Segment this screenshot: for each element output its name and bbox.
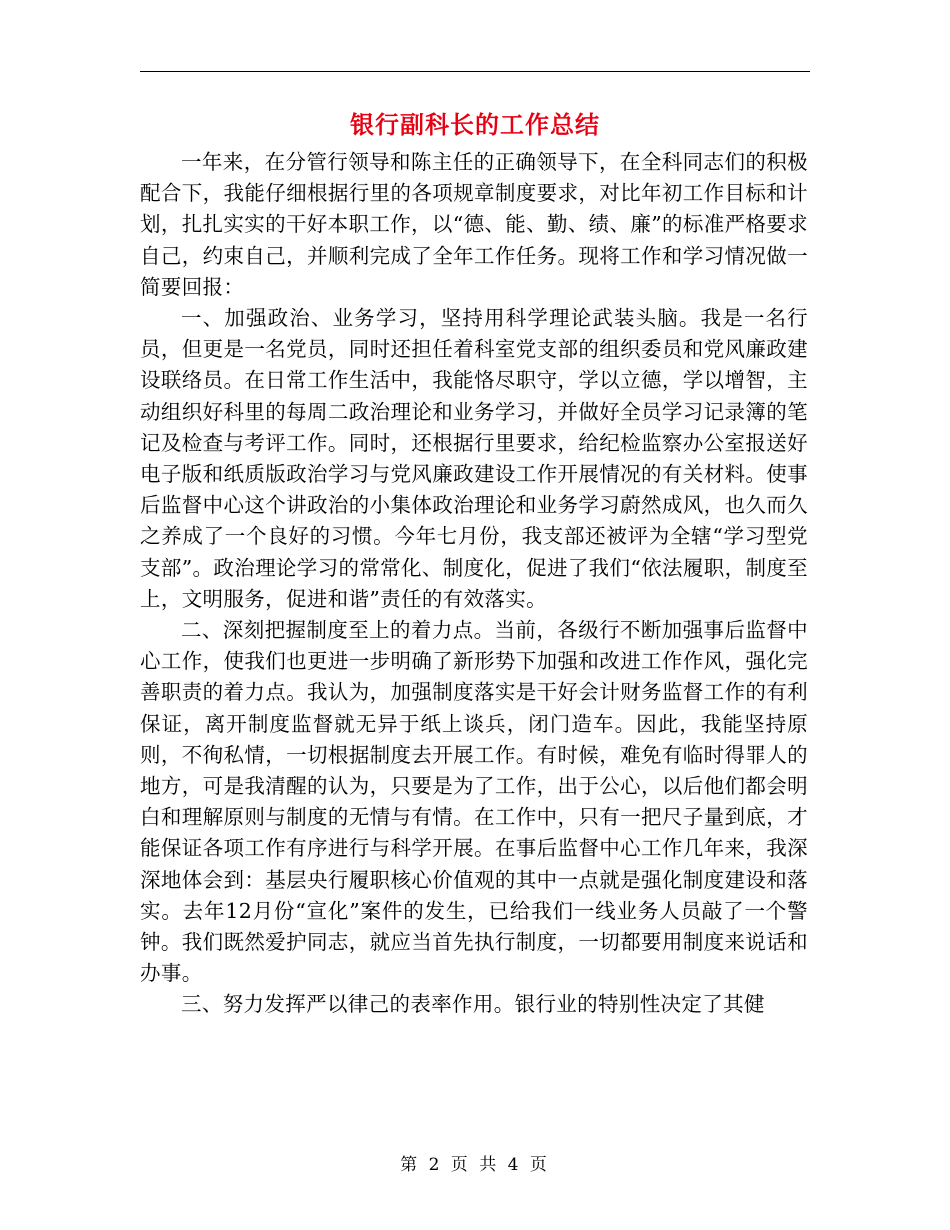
document-body bbox=[140, 147, 808, 1021]
document-title: 银行副科长的工作总结 bbox=[350, 110, 600, 139]
paragraph-section-1: 一、加强政治、业务学习，坚持用科学理论武装头脑。我是一名行员，但更是一名党员，同时还担任着科室党支部的组织委员和党风廉政建设联络员。在日常工作生活中，我能恪尽职守，学以立德，学以增智，主动组织好科里的每周二政治理论和业务学习，并做好全员学习记录簿的笔记及检查与考评工作。同时，还根据行里要求，给纪检监察办公室报送好电子版和纸质版政治学习与党风廉政建设工作开展情况的有关材料。使事后监督中心这个讲政治的小集体政治理论和业务学习蔚然成风，也久而久之养成了一个良好的习惯。今年七月份，我支部还被评为全辖“学习型党支部”。政治理论学习的常常化、制度化，促进了我们“依法履职，制度至上，文明服务，促进和谐”责任的有效落实。 bbox=[140, 306, 809, 611]
paragraph-section-3: 三、努力发挥严以律己的表率作用。银行业的特别性决定了其健 bbox=[181, 992, 765, 1017]
paragraph-intro: 一年来，在分管行领导和陈主任的正确领导下，在全科同志们的积极配合下，我能仔细根据行里的各项规章制度要求，对比年初工作目标和计划，扎扎实实的干好本职工作，以“德、能、勤、绩、廉”的标准严格要求自己，约束自己，并顺利完成了全年工作任务。现将工作和学习情况做一简要回报： bbox=[140, 150, 809, 299]
paragraph-section-2: 二、深刻把握制度至上的着力点。当前，各级行不断加强事后监督中心工作，使我们也更进一步明确了新形势下加强和改进工作作风，强化完善职责的着力点。我认为，加强制度落实是干好会计财务监督工作的有利保证，离开制度监督就无异于纸上谈兵，闭门造车。因此，我能坚持原则，不徇私情，一切根据制度去开展工作。有时候，难免有临时得罪人的地方，可是我清醒的认为，只要是为了工作，出于公心，以后他们都会明白和理解原则与制度的无情与有情。在工作中，只有一把尺子量到底，才能保证各项工作有序进行与科学开展。在事后监督中心工作几年来，我深深地体会到：基层央行履职核心价值观的其中一点就是强化制度建设和落实。去年12月份“宣化”案件的发生，已给我们一线业务人员敲了一个警钟。我们既然爱护同志，就应当首先执行制度，一切都要用制度来说话和办事。 bbox=[140, 618, 808, 986]
header-rule bbox=[140, 71, 810, 72]
page-footer: 第 2 页 共 4 页 bbox=[400, 1155, 550, 1175]
